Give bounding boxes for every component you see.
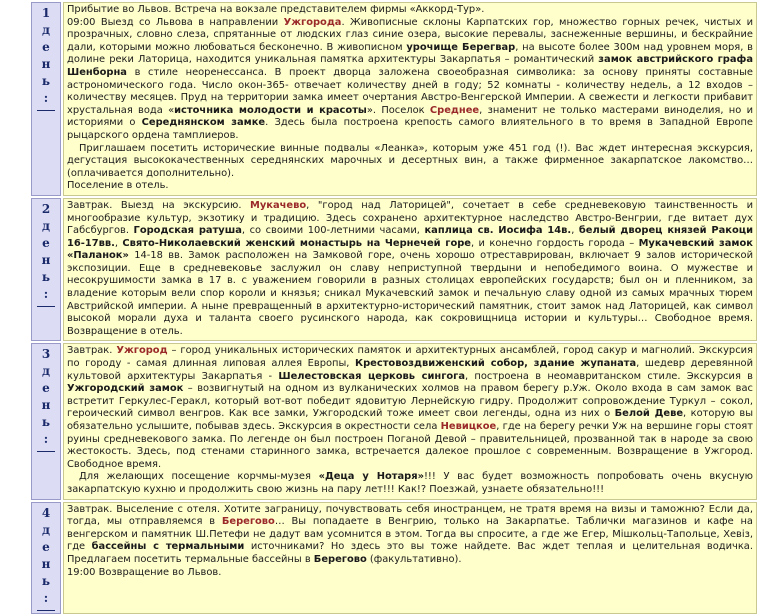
day-letter: ь xyxy=(41,415,51,430)
day-label-cell xyxy=(31,2,61,196)
day-number: 3 xyxy=(41,347,51,362)
sight-name: бассейны с термальными xyxy=(91,541,245,553)
day-letter: д xyxy=(42,522,50,537)
text-run: 09:00 Выезд со Львова в направлении xyxy=(67,16,284,28)
day-row xyxy=(31,502,757,614)
text-run: , шедевр деревянной культовой архитектуры Закарпатья - xyxy=(67,358,753,382)
day-paragraph xyxy=(67,17,753,143)
day-word xyxy=(32,363,60,431)
sight-name: замок австрийского графа Шенборна xyxy=(67,54,754,78)
text-run: !!! У вас будет возможность попробовать очень вкусную закарпатскую кухню и продолжить свою жизнь на пару лет!!! Как!? Поезжай, узнаете обязательно!!! xyxy=(67,471,753,495)
tour-program-table xyxy=(29,0,759,616)
text-run: Завтрак. xyxy=(67,345,117,357)
day-row xyxy=(31,2,757,196)
text-run: – город уникальных исторических памяток и архитектурных ансамблей, город сакур и магнолий. Экскурсия по городу - самая длинная липовая аллея Европы, xyxy=(67,345,753,370)
day-letter: н xyxy=(41,252,51,267)
sight-name: Белой Деве xyxy=(614,408,684,420)
day-number: 2 xyxy=(41,201,51,216)
day-letter: е xyxy=(42,40,50,54)
sight-name: Ужгородский замок xyxy=(67,383,184,395)
text-run: Завтрак. Выезд на экскурсию. xyxy=(67,199,251,211)
text-run: , которую вы обязательно услышите, побывав здесь. Экскурсия в окрестности села xyxy=(67,408,753,432)
day-paragraph xyxy=(67,504,753,567)
day-divider xyxy=(37,110,55,111)
place-name: Среднее xyxy=(429,104,480,116)
day-paragraph xyxy=(67,143,753,181)
text-run: 19:00 Возвращение во Львов. xyxy=(67,566,222,578)
day-number: 4 xyxy=(41,505,51,520)
day-paragraph xyxy=(67,471,753,496)
text-run: Приглашаем посетить исторические винные подвалы «Леанка», которым уже 451 год (!). Вас ждет интересная экскурсия, дегустация высококачественных середнянских марочных и десертных вин, а также фирменное закарпатское лакомство… (оплачивается дополнительно). xyxy=(67,142,753,179)
day-paragraph xyxy=(67,4,753,17)
text-run: , на высоте более 300м над уровнем моря, в долине реки Латорица, находится уникальная памятка архитектуры Закарпатья – романтический xyxy=(67,41,753,66)
text-run: . Здесь была построена крепость самого влиятельного в то время в Западной Европе рыцарского ордена тамплиеров. xyxy=(67,117,753,141)
day-description xyxy=(63,2,757,196)
day-letter: д xyxy=(42,23,50,37)
day-letter: н xyxy=(41,556,51,571)
day-description xyxy=(63,343,757,499)
day-label-cell xyxy=(31,502,61,614)
sight-name: Крестовоздвиженский собор, здание жупаната xyxy=(355,358,637,370)
place-name: Ужгорода xyxy=(283,16,342,28)
day-label-cell xyxy=(31,198,61,342)
sight-name: каплица св. Иосифа 14в. xyxy=(424,225,572,237)
sight-name: Городская ратуша xyxy=(133,225,242,237)
sight-name: белый дворец князей Ракоци 16-17вв. xyxy=(67,225,754,249)
day-colon: : xyxy=(43,432,49,447)
day-number: 1 xyxy=(41,6,51,20)
text-run: … Вы попадаете в Венгрию, только на Закарпатье. Таблички магазинов и кафе на венгерском и памятник Ш.Петефи не дадут вам усомнится в этом. Тогда вы спросите, а где же Егер, Mішкольц-Тапольце, Хевіз, где xyxy=(67,516,753,553)
day-paragraph xyxy=(67,180,753,193)
day-colon: : xyxy=(43,91,49,105)
day-row xyxy=(31,198,757,342)
sight-name: Мукачевский замок «Паланок» xyxy=(67,237,753,262)
text-run: ». Поселок xyxy=(366,104,430,116)
day-letter: ь xyxy=(41,573,51,588)
text-run: , где на берегу речки Уж на вершине горы стоят руины средневекового замка. По легенде он был построен Поганой Девой – правительницей, прозванной так в народе за свою жестокость. Здесь, под стенами старинного замка, встречается далекое прошлое с современным. Возвращение в Ужгород. Свободное время. xyxy=(67,421,753,470)
place-name: Невицкое xyxy=(440,421,497,432)
text-run: , знаменит не только мастерами виноделия, но и историями о xyxy=(67,104,753,129)
text-run: источниками? Но здесь это вы тоже найдете. Вас ждет теплая и целительная водичка. Предлагаем посетить термальные бассейны в xyxy=(67,541,753,565)
day-paragraph xyxy=(67,567,753,580)
place-name: Мукачево xyxy=(250,199,307,211)
day-divider xyxy=(37,610,55,611)
text-run: , "город над Латорицей", сочетает в себе средневековую таинственность и многообразие культур, экзотику и традицию. Здесь сохранено архитектурное наследство Австро-Венгрии, где витает дух Габсбургов. xyxy=(67,199,753,237)
place-name: Берегово xyxy=(221,516,275,528)
place-name: Ужгород xyxy=(116,345,168,357)
day-row xyxy=(31,343,757,499)
sight-name: Свято-Николаевский женский монастырь на Чернечей горе xyxy=(122,237,472,249)
sight-name: источника молодости и красоты xyxy=(174,104,367,116)
day-word xyxy=(32,218,60,286)
text-run: , xyxy=(571,225,579,237)
day-letter: н xyxy=(41,57,51,71)
day-paragraph xyxy=(67,345,753,471)
text-run: – возвигнутый на одном из вулканических холмов на правом берегу р.Уж. Около входа в сам замок вас встретит Геркулес-Геракл, который вот-вот победит ядовитую Лернейскую гидру. Продолжит сопровождение Туркул – сокол, героический символ венгров. Как все замки, Ужгородский тоже имеет свои легенды, одна из них о xyxy=(67,383,753,420)
sight-name: Середнянском замке xyxy=(141,117,266,129)
text-run: . Живописные склоны Карпатских гор, множество горных речек, чистых и прозрачных, словно слеза, спрятанные от людских глаз синие озера, высокие перевалы, заснеженные вершины, и бескрайние дали, которыми можно любоваться бесконечно. В живописном xyxy=(67,16,753,53)
text-run: , xyxy=(114,237,123,249)
day-letter: н xyxy=(41,398,51,413)
day-paragraph xyxy=(67,200,753,339)
day-colon: : xyxy=(43,590,49,605)
text-run: , и конечно гордость города – xyxy=(471,237,639,249)
tour-program-body xyxy=(31,2,757,614)
day-letter: е xyxy=(42,539,50,554)
day-description xyxy=(63,198,757,342)
day-word xyxy=(32,22,60,90)
text-run: , построена в неомавританском стиле. Экскурсия в xyxy=(464,370,753,382)
text-run: Для желающих посещение корчмы-музея xyxy=(79,471,319,483)
day-divider xyxy=(37,306,55,307)
sight-name: урочище Берегвар xyxy=(406,41,516,53)
text-run: 14-18 вв. Замок расположен на Замковой горе, очень хорошо отреставрирован, включает 9 залов исторической экспозиции. Еще в средневековье заслужил он славу неприступной твердыни и непобедимого воина. О мужестве и несокрушимости замка в 17 в. с уважением говорили в разных столицах европейских государств; был он и пленником, за владение которым вели спор короли и князья; сникал Мукачевский замок и печальную славу одной из самых мрачных тюрем Австрийской империи. А ныне превращенный в архитектурно-исторический памятник, стоит замок над Латорицей, как символ высокой морали духа и таланта своего русинского народа, как сокровищница истории и культуры… Свободное время. Возвращение в отель. xyxy=(67,250,753,337)
text-run: , со своими 100-летними часами, xyxy=(241,225,425,237)
text-run: Прибытие во Львов. Встреча на вокзале представителем фирмы «Аккорд-Тур». xyxy=(67,4,485,15)
day-description xyxy=(63,502,757,614)
text-run: в стиле неоренессанса. В проект дворца заложена своеобразная символика: за основу приняты составные астрономического года. Число окон-365- отвечает количеству дней в году; 52 комнаты - количеству недель, а 12 входов – количеству месяцев. Пруд на территории замка имеет очертания Австро-Венгерской Империи. А свежести и легкости прибавит хрустальная вода « xyxy=(67,66,753,116)
text-run: (факультативно). xyxy=(366,553,462,565)
day-label-cell xyxy=(31,343,61,499)
day-colon: : xyxy=(43,286,49,301)
day-letter: ь xyxy=(41,74,51,88)
sight-name: Берегово xyxy=(313,553,367,565)
text-run: Завтрак. Выселение с отеля. Хотите заграницу, почувствовать себя иностранцем, не тратя время на визы и таможню? Если да, тогда, мы отправляемся в xyxy=(67,503,753,528)
day-letter: ь xyxy=(41,269,51,284)
day-letter: д xyxy=(42,218,50,233)
day-letter: е xyxy=(42,235,50,250)
day-letter: е xyxy=(42,381,50,396)
sight-name: Шелестовская церковь сингога xyxy=(278,370,465,382)
day-divider xyxy=(37,451,55,452)
text-run: Поселение в отель. xyxy=(67,180,169,192)
sight-name: «Деца у Нотаря» xyxy=(318,471,424,483)
day-word xyxy=(32,522,60,590)
day-letter: д xyxy=(42,364,50,379)
